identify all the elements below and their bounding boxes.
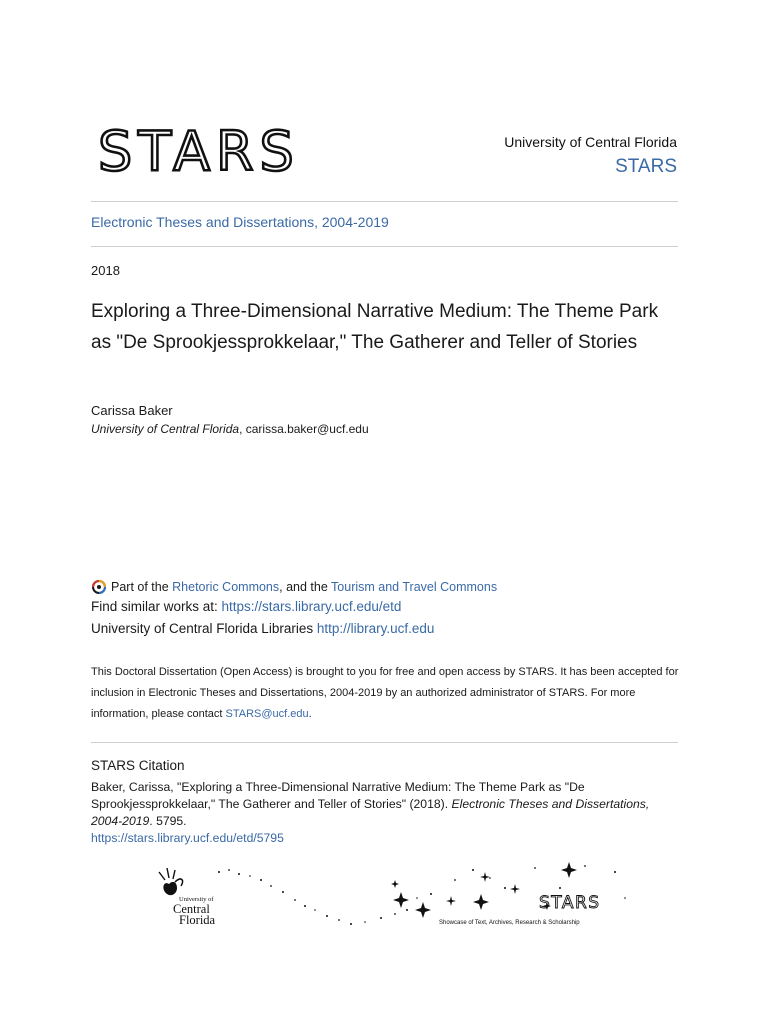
- similar-label: Find similar works at:: [91, 599, 222, 614]
- university-name: University of Central Florida: [504, 134, 677, 150]
- contact-email-link[interactable]: STARS@ucf.edu: [225, 708, 309, 720]
- publication-year: 2018: [91, 263, 120, 278]
- ucf-pegasus-icon: [159, 868, 183, 895]
- notice-end: .: [308, 708, 312, 720]
- affiliation-name: University of Central Florida: [91, 422, 240, 436]
- libraries-link[interactable]: http://library.ucf.edu: [316, 621, 435, 636]
- divider: [91, 201, 678, 202]
- author-affiliation: [91, 422, 369, 436]
- footer-branding: [155, 858, 635, 938]
- rhetoric-commons-link[interactable]: Rhetoric Commons: [172, 580, 280, 594]
- libraries-line: [91, 621, 434, 636]
- divider: [91, 246, 678, 247]
- collection-link[interactable]: Electronic Theses and Dissertations, 2004-2019: [91, 214, 389, 230]
- similar-works-link[interactable]: https://stars.library.ucf.edu/etd: [221, 599, 402, 614]
- stars-logo: [96, 118, 366, 188]
- footer-stars-text: STARS: [539, 893, 601, 913]
- commons-line: [91, 578, 497, 594]
- author-name: Carissa Baker: [91, 403, 173, 418]
- stars-home-link[interactable]: STARS: [615, 156, 677, 177]
- ucf-logo-line2: Central: [173, 902, 210, 916]
- citation-body: [91, 779, 681, 847]
- citation-heading: STARS Citation: [91, 758, 185, 773]
- footer-tagline: Showcase of Text, Archives, Research & Scholarship: [439, 920, 580, 926]
- header-institution: [504, 134, 677, 178]
- citation-text: Baker, Carissa, "Exploring a Three-Dimensional Narrative Medium: The Theme Park as "De Sprookjessprokkelaar," The Gatherer and Teller of Stories" (2018).: [91, 780, 585, 811]
- divider: [91, 742, 678, 743]
- citation-series: Electronic Theses and Dissertations, 2004-2019: [91, 797, 650, 828]
- access-notice: [91, 662, 681, 725]
- similar-works-line: [91, 599, 401, 614]
- tourism-commons-link[interactable]: Tourism and Travel Commons: [331, 580, 498, 594]
- notice-text: This Doctoral Dissertation (Open Access) is brought to you for free and open access by STARS. It has been accepted for inclusion in Electronic Theses and Dissertations, 2004-2019 by an authorized administrator of STARS. For more information, please contact: [91, 666, 679, 720]
- commons-prefix: Part of the: [111, 580, 173, 594]
- document-title: Exploring a Three-Dimensional Narrative Medium: The Theme Park as "De Sprookjessprokkelaar," The Gatherer and Teller of Stories: [91, 301, 659, 353]
- citation-url-link[interactable]: https://stars.library.ucf.edu/etd/5795: [91, 831, 284, 845]
- citation-number: . 5795.: [149, 814, 187, 828]
- stars-logo-text: STARS: [98, 120, 300, 183]
- libraries-label: University of Central Florida Libraries: [91, 621, 317, 636]
- author-email: , carissa.baker@ucf.edu: [239, 422, 369, 436]
- ucf-logo-line1: University of: [179, 896, 214, 903]
- ucf-logo-line3: Florida: [179, 913, 216, 927]
- network-commons-icon: [91, 578, 107, 594]
- commons-middle: , and the: [279, 580, 332, 594]
